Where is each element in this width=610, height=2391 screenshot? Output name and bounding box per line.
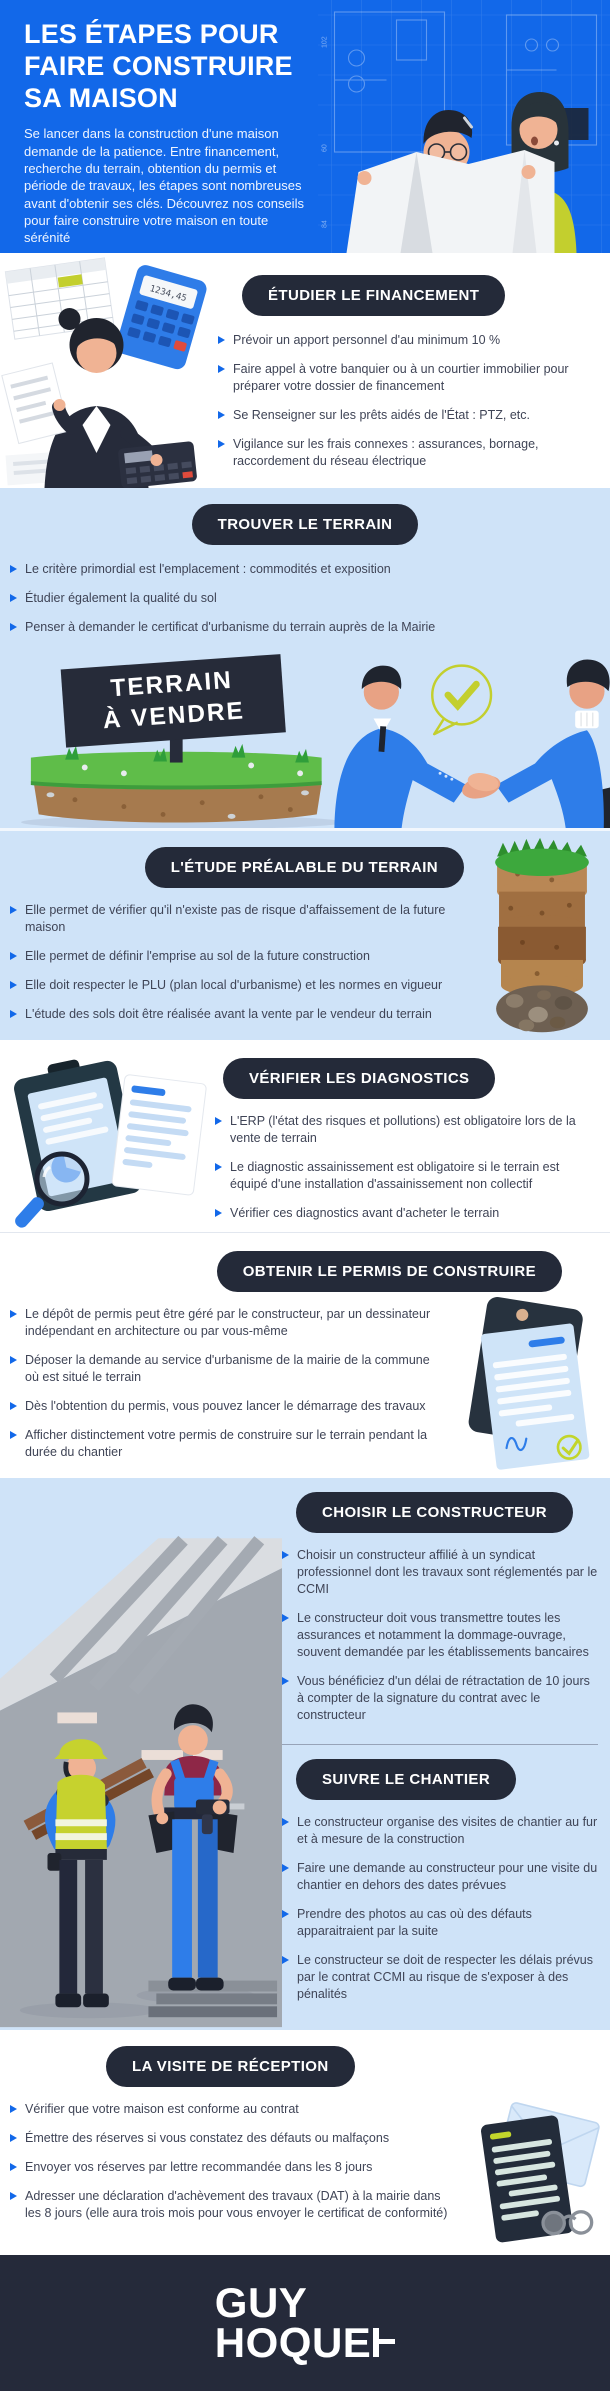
bullet-text: Choisir un constructeur affilié à un syndicat professionnel dont les travaux sont réglementés par le CCMI <box>297 1548 598 1596</box>
bullet-item <box>10 1352 436 1386</box>
intro-text: Se lancer dans la construction d'une maison demande de la patience. Entre financement, recherche du terrain, obtention du permis et période de travaux, les étapes sont nombreuses avant d'obtenir ses clés. Découvrez nos conseils pour faire construire votre maison en toute sérénité <box>24 126 304 246</box>
reception-svg <box>458 2087 610 2255</box>
bullet-item <box>282 1906 598 1940</box>
bullet-item <box>215 1205 600 1222</box>
bullet-arrow-icon <box>10 565 17 573</box>
bullet-item <box>218 436 596 470</box>
logo-line2 <box>214 2319 395 2366</box>
bullet-arrow-icon <box>10 906 17 914</box>
bullet-arrow-icon <box>10 594 17 602</box>
bullet-arrow-icon <box>282 1614 289 1622</box>
bullet-arrow-icon <box>10 981 17 989</box>
bullet-arrow-icon <box>282 1818 289 1826</box>
section-title-reception: LA VISITE DE RÉCEPTION <box>106 2046 355 2087</box>
blueprint-dim-label: 84 <box>321 220 329 228</box>
site-content-column <box>282 1478 610 2030</box>
terrain-svg <box>0 648 610 828</box>
bullet-arrow-icon <box>282 1910 289 1918</box>
bullet-arrow-icon <box>218 365 225 373</box>
bullet-text: Penser à demander le certificat d'urbanisme du terrain auprès de la Mairie <box>25 620 436 634</box>
bullet-arrow-icon <box>10 2192 17 2200</box>
logo-line2-text: HOQUE <box>214 2319 372 2366</box>
soil-core-illustration <box>482 831 610 1040</box>
bullet-item <box>215 1113 600 1147</box>
bullet-text: Vérifier que votre maison est conforme au contrat <box>25 2102 299 2116</box>
bullet-item <box>215 1159 600 1193</box>
bullet-text: Elle permet de vérifier qu'il n'existe pas de risque d'affaissement de la future maison <box>25 903 446 934</box>
couple-reading-plan-illustration <box>318 0 610 253</box>
reception-illustration <box>458 2087 610 2255</box>
bullet-text: Afficher distinctement votre permis de construire sur le terrain pendant la durée du chantier <box>25 1428 428 1459</box>
construction-site-svg <box>0 1478 282 2030</box>
bullet-arrow-icon <box>218 411 225 419</box>
financement-bullets <box>218 332 596 470</box>
bullet-text: Envoyer vos réserves par lettre recommandée dans les 8 jours <box>25 2160 373 2174</box>
diagnostics-content <box>215 1040 610 1232</box>
terrain-bullets <box>0 561 610 636</box>
bullet-text: Faire appel à votre banquier ou à un courtier immobilier pour préparer votre dossier de financement <box>233 362 569 393</box>
constructeur-bullets <box>282 1547 598 1724</box>
section-reception <box>0 2030 610 2255</box>
bullet-text: Prendre des photos au cas où des défauts apparaitraient par la suite <box>297 1907 532 1938</box>
footer <box>0 2255 610 2391</box>
bullet-item <box>282 1610 598 1661</box>
bullet-text: Émettre des réserves si vous constatez des défauts ou malfaçons <box>25 2131 390 2145</box>
section-terrain <box>0 488 610 828</box>
section-title-etude: L'ÉTUDE PRÉALABLE DU TERRAIN <box>145 847 464 888</box>
soil-core-svg <box>482 835 602 1040</box>
page-title: LES ÉTAPES POUR FAIRE CONSTRUIRE SA MAISON <box>24 19 293 114</box>
bullet-text: Vérifier ces diagnostics avant d'acheter le terrain <box>230 1206 500 1220</box>
bullet-item <box>10 948 478 965</box>
bullet-text: Étudier également la qualité du sol <box>25 591 217 605</box>
bullet-item <box>10 619 596 636</box>
guy-hoquet-logo <box>214 2279 395 2366</box>
section-diagnostics <box>0 1040 610 1232</box>
bullet-item <box>10 1306 436 1340</box>
bullet-item <box>282 1814 598 1848</box>
bullet-text: Elle doit respecter le PLU (plan local d'urbanisme) et les normes en vigueur <box>25 978 443 992</box>
section-title-terrain: TROUVER LE TERRAIN <box>192 504 419 545</box>
hero-header <box>0 0 610 253</box>
permis-bullets <box>10 1306 436 1461</box>
bullet-arrow-icon <box>10 2163 17 2171</box>
blueprint-dim-label: 102 <box>321 36 329 48</box>
terrain-sign-line1: TERRAIN <box>109 666 234 703</box>
bullet-text: Le constructeur doit vous transmettre toutes les assurances et notamment la dommage-ouvrage, souvent demandée par les établissements bancaires <box>297 1611 589 1659</box>
bullet-item <box>218 407 596 424</box>
bullet-item <box>10 1398 436 1415</box>
bullet-item <box>10 2130 454 2147</box>
bullet-arrow-icon <box>282 1677 289 1685</box>
bullet-arrow-icon <box>215 1117 222 1125</box>
bullet-item <box>282 1952 598 2003</box>
stylized-t-glyph <box>373 2328 395 2357</box>
bullet-item <box>10 2101 454 2118</box>
bullet-item <box>10 977 478 994</box>
accountant-illustration <box>0 253 218 488</box>
bullet-text: Déposer la demande au service d'urbanisme de la mairie de la commune où est situé le terrain <box>25 1353 430 1384</box>
construction-site-illustration <box>0 1478 282 2030</box>
bullet-arrow-icon <box>215 1163 222 1171</box>
bullet-arrow-icon <box>10 1431 17 1439</box>
section-constructeur-chantier <box>0 1478 610 2030</box>
bullet-arrow-icon <box>10 1402 17 1410</box>
handshake-illustration <box>334 659 610 828</box>
bullet-text: Le diagnostic assainissement est obligatoire si le terrain est équipé d'une installation d'assainissement non collectif <box>230 1160 560 1191</box>
hero-text-block <box>0 0 318 253</box>
section-title-chantier: SUIVRE LE CHANTIER <box>296 1759 516 1800</box>
bullet-text: L'étude des sols doit être réalisée avant la vente par le vendeur du terrain <box>25 1007 432 1021</box>
permis-svg <box>442 1292 610 1478</box>
bullet-item <box>282 1860 598 1894</box>
bullet-item <box>282 1673 598 1724</box>
bullet-arrow-icon <box>218 336 225 344</box>
bullet-arrow-icon <box>10 1010 17 1018</box>
bullet-item <box>218 361 596 395</box>
bullet-item <box>10 2188 454 2222</box>
bullet-arrow-icon <box>10 952 17 960</box>
bullet-item <box>10 561 596 578</box>
section-etude-prealable <box>0 828 610 1040</box>
permis-content <box>0 1292 442 1478</box>
bullet-item <box>282 1547 598 1598</box>
reception-bullets <box>10 2101 454 2222</box>
bullet-text: Le critère primordial est l'emplacement : commodités et exposition <box>25 562 391 576</box>
calculator-display: 1234,45 <box>148 284 188 305</box>
bullet-text: Le constructeur se doit de respecter les délais prévus par le contrat CCMI au risque de s'exposer à des pénalités <box>297 1953 593 2001</box>
accountant-svg <box>0 253 218 488</box>
blueprint-couple-svg <box>318 0 610 253</box>
logo-line1: GUY <box>214 2279 308 2327</box>
bullet-arrow-icon <box>10 2105 17 2113</box>
terrain-a-vendre-illustration <box>0 648 610 828</box>
bullet-text: Vous bénéficiez d'un délai de rétractation de 10 jours à compter de la signature du contrat avec le constructeur <box>297 1674 590 1722</box>
bullet-arrow-icon <box>10 1356 17 1364</box>
bullet-item <box>10 902 478 936</box>
diagnostics-bullets <box>215 1113 600 1222</box>
section-title-constructeur: CHOISIR LE CONSTRUCTEUR <box>296 1492 573 1533</box>
constructeur-block <box>282 1492 598 1736</box>
etude-bullets <box>0 902 482 1023</box>
bullet-text: Le constructeur organise des visites de chantier au fur et à mesure de la construction <box>297 1815 598 1846</box>
section-title-diagnostics: VÉRIFIER LES DIAGNOSTICS <box>223 1058 495 1099</box>
diagnostics-illustration <box>0 1040 215 1232</box>
bullet-text: Le dépôt de permis peut être géré par le constructeur, par un dessinateur indépendant en architecture ou par vous-même <box>25 1307 431 1338</box>
permis-illustration <box>442 1292 610 1478</box>
bullet-text: Faire une demande au constructeur pour une visite du chantier en dehors des dates prévues <box>297 1861 598 1892</box>
bullet-arrow-icon <box>282 1864 289 1872</box>
section-financement <box>0 253 610 488</box>
reception-content <box>0 2087 458 2255</box>
bullet-text: Se Renseigner sur les prêts aidés de l'État : PTZ, etc. <box>233 408 530 422</box>
bullet-arrow-icon <box>218 440 225 448</box>
chantier-bullets <box>282 1814 598 2003</box>
section-title-permis: OBTENIR LE PERMIS DE CONSTRUIRE <box>217 1251 562 1292</box>
financement-content <box>218 253 610 488</box>
bullet-item <box>218 332 596 349</box>
bullet-text: Vigilance sur les frais connexes : assurances, bornage, raccordement du réseau électrique <box>233 437 539 468</box>
bullet-item <box>10 1006 478 1023</box>
bullet-item <box>10 590 596 607</box>
bullet-text: Dès l'obtention du permis, vous pouvez lancer le démarrage des travaux <box>25 1399 426 1413</box>
bullet-arrow-icon <box>10 1310 17 1318</box>
diagnostics-svg <box>0 1040 215 1232</box>
bullet-arrow-icon <box>282 1956 289 1964</box>
bullet-arrow-icon <box>10 2134 17 2142</box>
section-title-financement: ÉTUDIER LE FINANCEMENT <box>242 275 505 316</box>
bullet-arrow-icon <box>215 1209 222 1217</box>
bullet-text: Prévoir un apport personnel d'au minimum 10 % <box>233 333 501 347</box>
bullet-text: Elle permet de définir l'emprise au sol de la future construction <box>25 949 370 963</box>
chantier-block <box>282 1745 598 2015</box>
bullet-text: Adresser une déclaration d'achèvement des travaux (DAT) à la mairie dans les 8 jours (elle aura trois mois pour vous envoyer le certificat de conformité) <box>25 2189 448 2220</box>
terrain-sign-line2: À VENDRE <box>101 697 246 735</box>
bullet-item <box>10 2159 454 2176</box>
section-permis <box>0 1232 610 1478</box>
bullet-arrow-icon <box>282 1551 289 1559</box>
bullet-item <box>10 1427 436 1461</box>
blueprint-dim-label: 60 <box>321 144 329 152</box>
bullet-text: L'ERP (l'état des risques et pollutions) est obligatoire lors de la vente de terrain <box>230 1114 576 1145</box>
bullet-arrow-icon <box>10 623 17 631</box>
etude-content <box>0 831 482 1040</box>
